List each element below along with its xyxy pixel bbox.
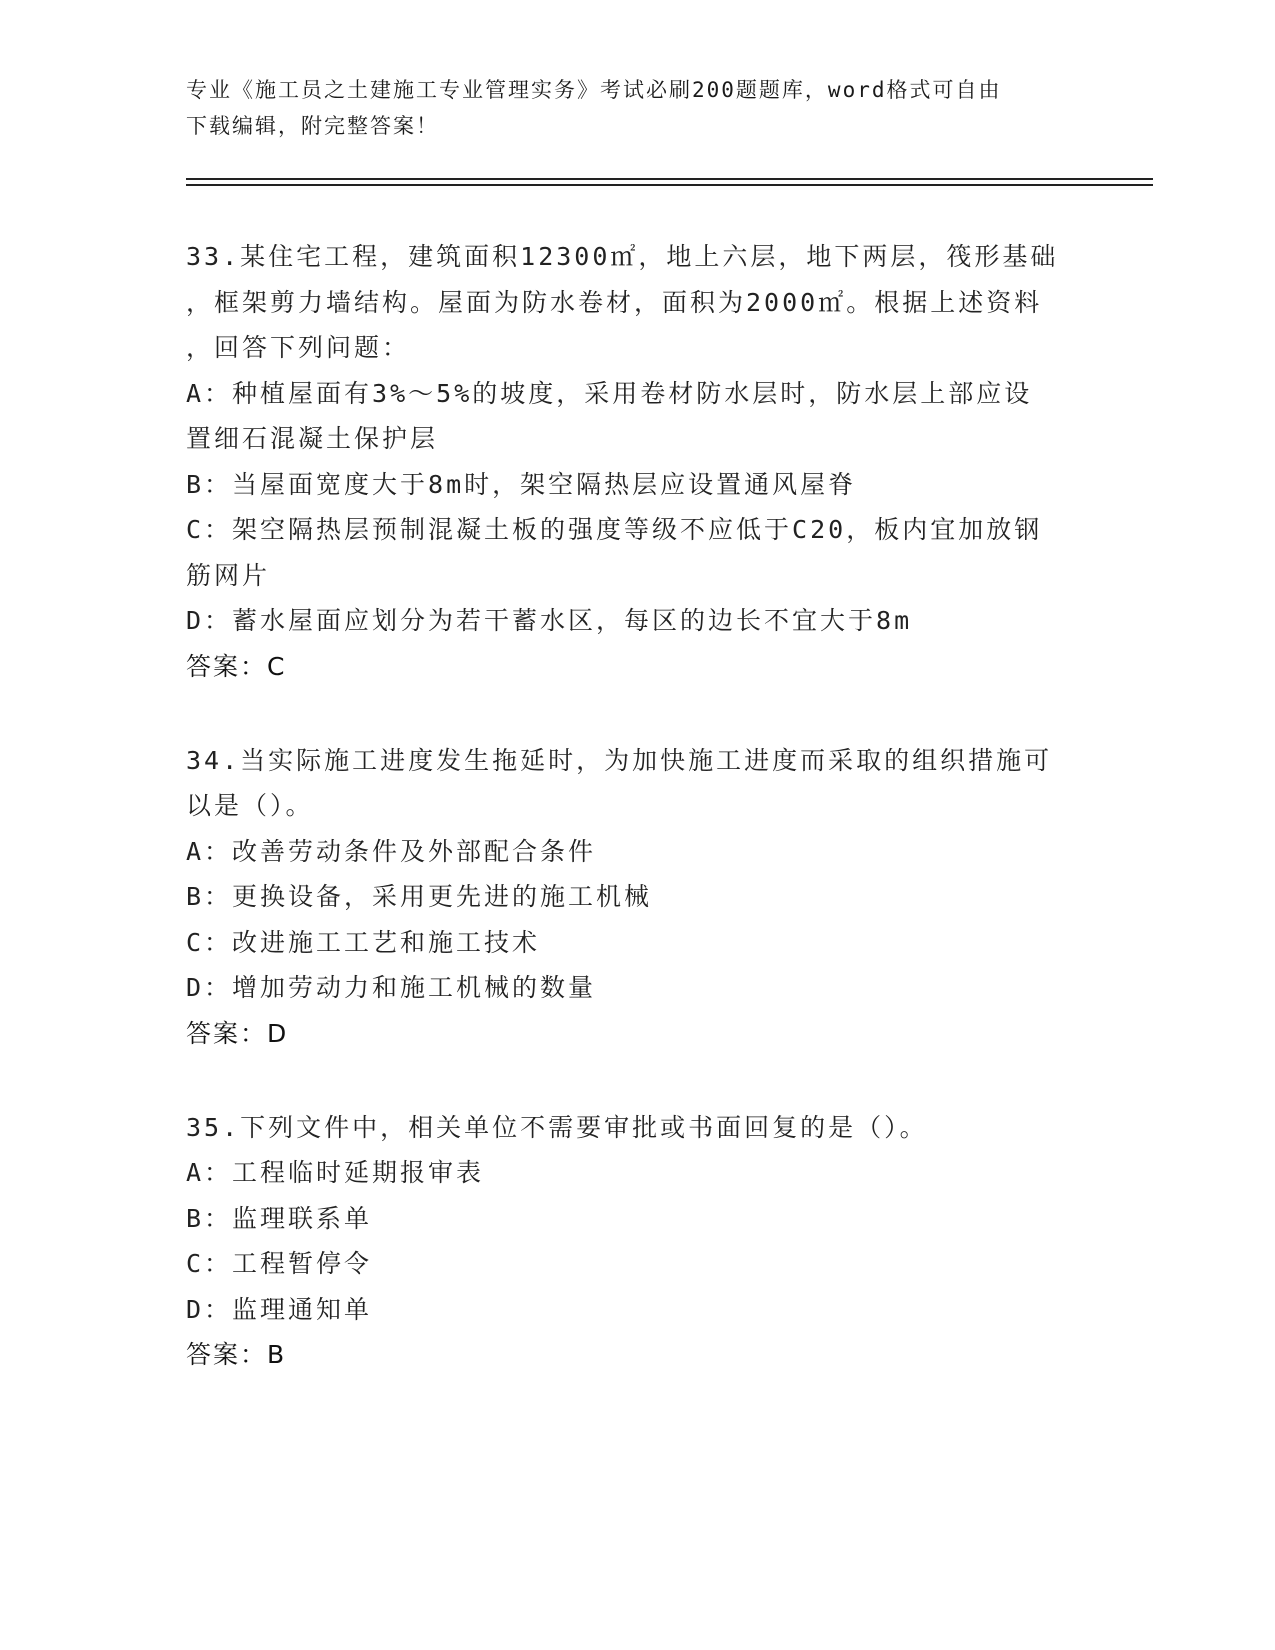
question-35	[186, 1105, 1086, 1379]
answer: 答案：D	[186, 1018, 289, 1048]
option-a: A：种植屋面有3%～5%的坡度，采用卷材防水层时，防水层上部应设	[186, 378, 1033, 408]
answer: 答案：C	[186, 651, 287, 681]
question-stem: ，框架剪力墙结构。屋面为防水卷材，面积为2000㎡。根据上述资料	[186, 287, 1043, 317]
question-stem: 33.某住宅工程，建筑面积12300㎡，地上六层，地下两层，筏形基础	[186, 242, 1059, 271]
option-d: D：蓄水屋面应划分为若干蓄水区，每区的边长不宜大于8m	[186, 606, 913, 635]
option-c: C：工程暂停令	[186, 1249, 373, 1278]
header-divider	[186, 178, 1153, 180]
question-stem: 34.当实际施工进度发生拖延时，为加快施工进度而采取的组织措施可	[186, 745, 1053, 775]
option-d: D：增加劳动力和施工机械的数量	[186, 973, 597, 1002]
header-line: 专业《施工员之土建施工专业管理实务》考试必刷200题题库，word格式可自由	[186, 78, 1002, 102]
question-stem: 35.下列文件中，相关单位不需要审批或书面回复的是（）。	[186, 1112, 928, 1142]
option-c: 筋网片	[186, 560, 271, 590]
option-c: C：架空隔热层预制混凝土板的强度等级不应低于C20，板内宜加放钢	[186, 515, 1043, 544]
question-list	[186, 234, 1086, 1426]
option-a: A：改善劳动条件及外部配合条件	[186, 836, 597, 866]
option-c: C：改进施工工艺和施工技术	[186, 927, 541, 957]
option-a: 置细石混凝土保护层	[186, 424, 439, 453]
answer: 答案：B	[186, 1340, 287, 1369]
option-d: D：监理通知单	[186, 1294, 373, 1324]
question-stem: ，回答下列问题：	[186, 333, 411, 362]
option-b: B：监理联系单	[186, 1203, 373, 1233]
header-divider	[186, 184, 1153, 186]
option-b: B：当屋面宽度大于8m时，架空隔热层应设置通风屋脊	[186, 469, 857, 499]
question-34	[186, 738, 1086, 1057]
question-stem: 以是（）。	[186, 791, 314, 820]
header-line: 下载编辑，附完整答案！	[186, 114, 439, 138]
question-33	[186, 234, 1086, 690]
option-b: B：更换设备，采用更先进的施工机械	[186, 882, 653, 911]
option-a: A：工程临时延期报审表	[186, 1158, 485, 1187]
document-header	[186, 72, 1066, 144]
